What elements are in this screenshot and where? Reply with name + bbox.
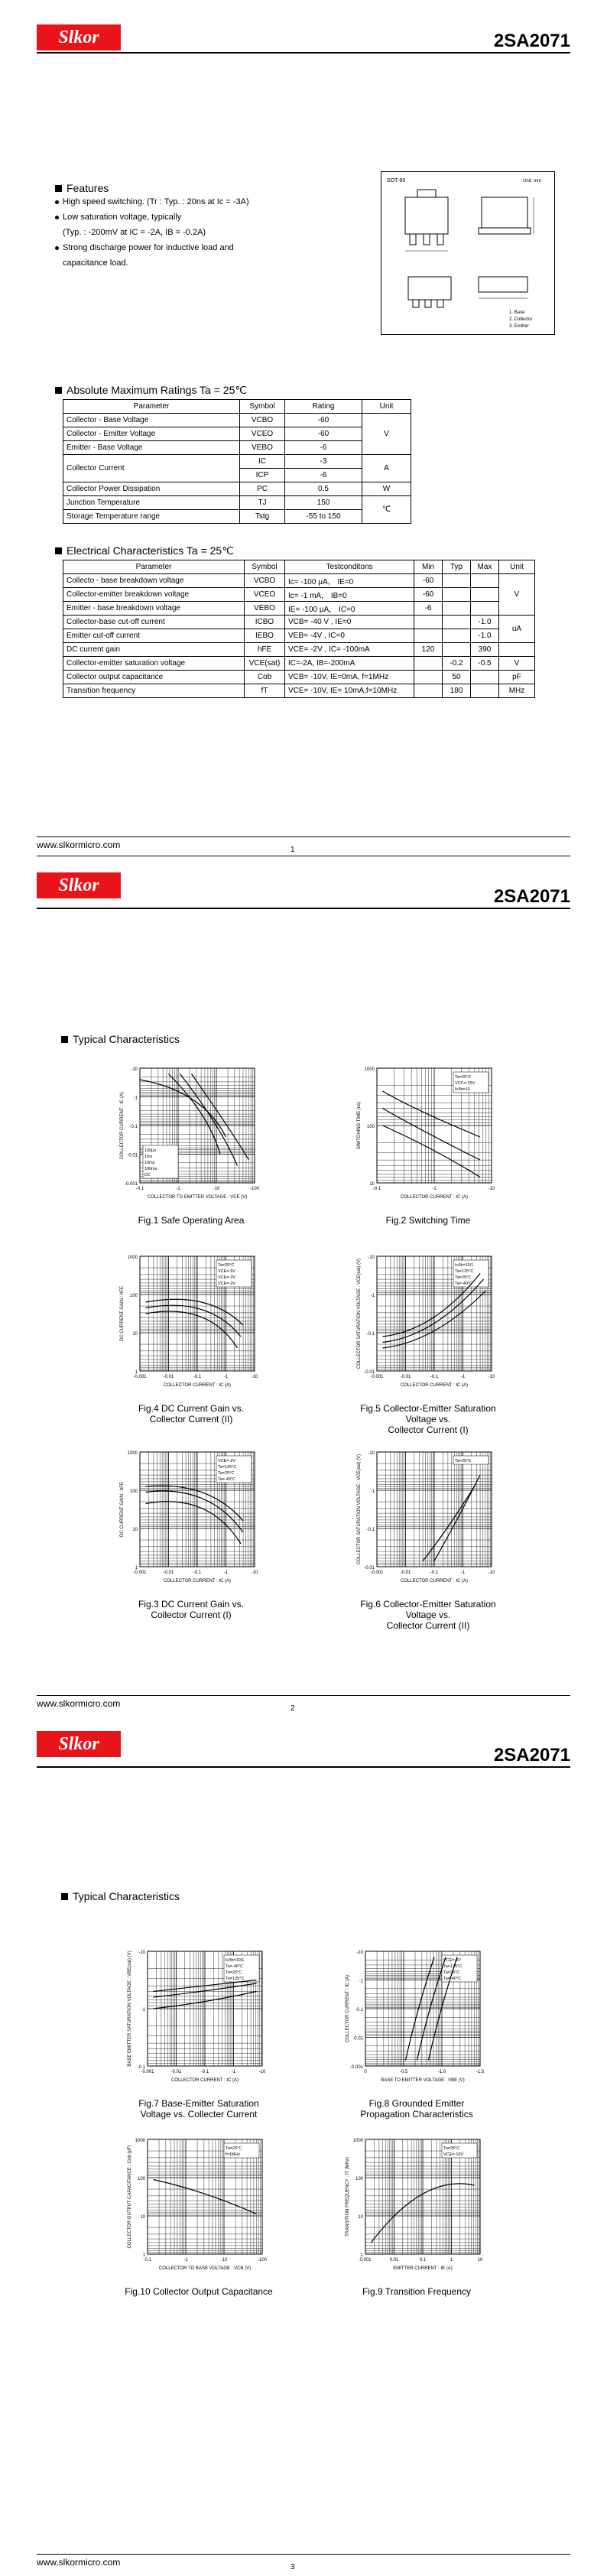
y-tick-label: -0.01	[127, 1153, 138, 1158]
legend-entry: Ta=25°C	[226, 2146, 242, 2151]
legend-entry: f=1MHz	[226, 2152, 241, 2157]
legend	[224, 2143, 259, 2158]
x-tick-label: -1.0	[437, 2070, 446, 2074]
legend-entry: Ta=25°C	[443, 2146, 460, 2151]
footer-rule	[37, 836, 570, 837]
legend-entry: 1ms	[144, 1155, 153, 1159]
legend-entry: Ta=25°C	[455, 1075, 472, 1080]
x-tick-label: -0.1	[430, 1571, 439, 1575]
header-rule	[37, 52, 570, 54]
header-rule	[37, 1766, 570, 1768]
footer-rule	[37, 1695, 570, 1696]
x-tick-label: -100	[249, 1187, 260, 1191]
y-tick-label: -0.01	[364, 1566, 375, 1571]
legend-entry: Ta=-40°C	[226, 1964, 244, 1969]
y-tick-label: -10	[368, 1256, 375, 1260]
y-tick-label: -1	[133, 1096, 138, 1101]
legend	[216, 1456, 252, 1483]
legend	[143, 1145, 178, 1178]
legend-entry: VCE=-3V	[218, 1275, 236, 1280]
x-axis-label: EMITTER CURRENT : IE (A)	[393, 2266, 453, 2271]
x-tick-label: -1	[223, 1375, 229, 1379]
page-3	[0, 1717, 607, 2576]
chart-svg	[340, 1064, 516, 1209]
x-tick-label: -0.1	[135, 1187, 144, 1191]
x-tick-label: 0.001	[359, 2258, 372, 2263]
legend-entry: Ta=25°C	[443, 1970, 460, 1975]
x-tick-label: -1	[176, 1187, 180, 1191]
x-axis-label: COLLECTOR TO BASE VOLTAGE : VCB (V)	[158, 2266, 252, 2271]
legend	[453, 1456, 489, 1464]
legend-entry: Ta=25°C	[226, 1970, 242, 1975]
x-tick-label: -0.5	[399, 2070, 408, 2074]
features-heading: Features	[55, 182, 109, 194]
y-tick-label: -0.001	[124, 1182, 138, 1187]
part-number: 2SA2071	[493, 31, 570, 51]
x-axis-label: COLLECTOR CURRENT : IC (A)	[163, 1383, 232, 1388]
legend-entry: VCE=-10V	[443, 2152, 464, 2157]
x-tick-label: -10	[488, 1187, 495, 1191]
y-tick-label: -10	[356, 1951, 363, 1955]
chart-fig7	[111, 1947, 287, 2096]
y-tick-label: 10	[369, 1182, 375, 1187]
chart-fig1	[103, 1064, 279, 1213]
y-tick-label: 1000	[127, 1256, 138, 1260]
x-axis-label: COLLECTOR CURRENT : IC (A)	[400, 1579, 469, 1584]
part-number: 2SA2071	[493, 1745, 570, 1766]
footer-url[interactable]: www.slkormicro.com	[37, 1698, 121, 1709]
x-tick-label: -0.01	[163, 1375, 174, 1379]
x-tick-label: -10	[251, 1375, 258, 1379]
y-tick-label: 1000	[352, 2139, 363, 2143]
x-tick-label: -10	[213, 1187, 220, 1191]
legend-entry: Ta=-40°C	[218, 1477, 236, 1482]
chart-svg	[340, 1252, 516, 1397]
chart-svg	[111, 1947, 287, 2092]
caption-fig2: Fig.2 Switching Time	[385, 1215, 471, 1226]
x-tick-label: 0	[364, 2070, 367, 2074]
y-tick-label: -0.1	[355, 2008, 363, 2012]
y-tick-label: -1	[370, 1294, 375, 1298]
y-tick-label: -0.01	[364, 1370, 375, 1375]
legend-entry: Ta=25°C	[218, 1263, 235, 1268]
legend-entry: Ta=25°C	[455, 1459, 472, 1463]
caption-fig1: Fig.1 Safe Operating Area	[138, 1215, 245, 1226]
x-tick-label: 0.1	[419, 2258, 427, 2263]
y-tick-label: -0.1	[129, 1125, 138, 1129]
x-tick-label: -10	[251, 1571, 258, 1575]
x-tick-label: -1	[223, 1571, 229, 1575]
y-tick-label: 1	[135, 1370, 138, 1375]
y-tick-label: 1	[142, 2253, 145, 2258]
legend	[442, 1955, 477, 1982]
x-tick-label: -100	[257, 2258, 268, 2263]
y-tick-label: 100	[355, 2177, 363, 2181]
y-tick-label: 10	[132, 1528, 138, 1532]
page-number: 3	[291, 2563, 295, 2571]
legend-entry: Ta=-40°C	[455, 1282, 473, 1286]
y-tick-label: 10	[140, 2215, 145, 2220]
brand-logo: Slkor	[37, 1731, 121, 1757]
page-1	[0, 0, 607, 859]
page-number: 1	[291, 846, 295, 854]
y-tick-label: 1	[135, 1566, 138, 1571]
x-tick-label: -0.01	[163, 1571, 174, 1575]
legend	[453, 1072, 489, 1093]
chart-svg	[111, 2135, 287, 2280]
x-axis-label: COLLECTOR CURRENT : IC (A)	[170, 2078, 239, 2083]
y-axis-label: COLLECTOR CURRENT : IC (A)	[346, 1974, 350, 2043]
caption-fig6: Fig.6 Collector-Emitter Saturation Voltage vs. Collector Current (II)	[360, 1599, 496, 1631]
y-tick-label: -1	[359, 1979, 363, 1984]
x-tick-label: -10	[488, 1375, 495, 1379]
y-tick-label: -10	[368, 1451, 375, 1456]
y-tick-label: -0.01	[352, 2036, 363, 2042]
y-axis-label: COLLECTOR CURRENT : IC (A)	[120, 1091, 125, 1160]
y-tick-label: -10	[138, 1951, 145, 1955]
footer-url[interactable]: www.slkormicro.com	[37, 2557, 121, 2568]
features-list: High speed switching. (Tr : Typ. : 20ns at Ic = -3A) Low saturation voltage, typically (Typ. : -200mV at IC = -2A, IB = -0.2A) Strong discharge power for inductive load and capacitance load.	[63, 194, 249, 271]
x-tick-label: 0.01	[389, 2258, 399, 2263]
y-tick-label: 1000	[364, 1067, 375, 1072]
legend-entry: Ta=125°C	[226, 1977, 245, 1981]
y-tick-label: 100	[129, 1294, 138, 1298]
y-tick-label: 100	[129, 1489, 138, 1494]
svg-text:SOT-89: SOT-89	[387, 178, 406, 184]
caption-fig10: Fig.10 Collector Output Capacitance	[125, 2286, 273, 2297]
caption-fig5: Fig.5 Collector-Emitter Saturation Voltage vs. Collector Current (I)	[360, 1403, 496, 1435]
footer-rule	[37, 2554, 570, 2555]
chart-svg	[103, 1252, 279, 1397]
chart-fig2	[340, 1064, 516, 1213]
elec-char-heading: Electrical Characteristics Ta = 25℃	[55, 544, 234, 557]
chart-fig10	[111, 2135, 287, 2284]
legend	[453, 1260, 489, 1287]
x-tick-label: -0.01	[400, 1375, 411, 1379]
x-axis-label: COLLECTOR CURRENT : IC (A)	[163, 1579, 232, 1584]
legend-entry: Ta=125°C	[455, 1269, 474, 1274]
x-axis-label: COLLECTOR CURRENT : IC (A)	[400, 1383, 469, 1388]
legend-entry: Ta=25°C	[455, 1275, 472, 1280]
x-tick-label: -0.001	[133, 1375, 147, 1379]
x-tick-label: -1.5	[476, 2070, 485, 2074]
svg-text:Unit: mm: Unit: mm	[523, 179, 541, 184]
x-tick-label: -10	[258, 2070, 266, 2074]
legend-entry: DC	[144, 1173, 151, 1178]
chart-svg	[103, 1447, 279, 1593]
elec-char-table: Parameter Symbol Testconditons Min Typ Max Unit Collecto - base breakdown voltage VCBO Ic= -100 μA， IE=0 -60 V Collector-emitter breakdown voltage VCEO Ic= -1 mA， IB=0 -60 Emitter - base breakdown voltage VEBO IE= -100 μA， IC=0 -6 Collector-base cut-off current ICBO VCB= -40 V , IE=0 -1.0 uA Emitter cut-off current IEBO VEB= -4V , IC=0 -1.0 DC current gain hFE VCE= -2V , IC= -100mA 120 390 Collector-emitter saturation voltage VCE(sat) IC=-2A, IB=-200mA -0.2 -0.5 V Collector output capacitance Cob VCB= -10V, IE=0mA, f=1MHz 50 pF Transition frequency fT VCE= -10V, IE= 10mA,f=10MHz 180 MHz	[63, 560, 535, 698]
legend-entry: VCE=-5V	[218, 1269, 236, 1274]
y-axis-label: DC CURRENT GAIN : hFE	[120, 1482, 125, 1537]
x-tick-label: 10	[477, 2258, 483, 2263]
y-tick-label: 100	[137, 2177, 145, 2181]
legend-entry: Ta=125°C	[443, 1964, 463, 1969]
legend-entry: 10ms	[144, 1161, 155, 1165]
abs-max-heading: Absolute Maximum Ratings Ta = 25℃	[55, 384, 247, 397]
y-tick-label: 1000	[135, 2139, 145, 2143]
y-tick-label: -10	[131, 1067, 138, 1072]
y-axis-label: COLLECTOR SATURATION VOLTAGE : VCE(sat) (V)	[357, 1258, 362, 1369]
legend	[442, 2143, 477, 2158]
x-tick-label: -0.01	[400, 1571, 411, 1575]
legend-entry: 100ms	[144, 1167, 157, 1171]
caption-fig9: Fig.9 Transition Frequency	[362, 2286, 472, 2297]
chart-fig6	[340, 1447, 516, 1597]
x-tick-label: 1	[450, 2258, 453, 2263]
legend-entry: 100μs	[144, 1148, 157, 1153]
part-number: 2SA2071	[493, 886, 570, 907]
y-tick-label: -0.001	[349, 2065, 363, 2070]
svg-text:3. Emitter: 3. Emitter	[509, 324, 529, 329]
package-outline-drawing	[381, 171, 555, 335]
y-tick-label: -0.1	[366, 1332, 375, 1337]
chart-svg	[329, 1947, 505, 2092]
y-axis-label: COLLECTOR OUTPUT CAPACITANCE : Cob (pF)	[128, 2145, 132, 2249]
y-tick-label: 10	[132, 1332, 138, 1337]
header-rule	[37, 908, 570, 909]
typical-heading: Typical Characteristics	[61, 1033, 180, 1045]
legend-entry: VCE=-2V	[218, 1459, 236, 1463]
chart-svg	[103, 1064, 279, 1209]
abs-max-table: Parameter Symbol Rating Unit Collector - Base Voltage VCBO -60 V Collector - Emitter Voltage VCEO -60 Emitter - Base Voltage VEBO -6 Collector Current IC -3 A ICP -6 Collector Power Dissipation PC 0.5 W Junction Temperature TJ 150 ℃ Storage Temperature range Tstg -55 to 150	[63, 399, 411, 524]
x-tick-label: -10	[488, 1571, 495, 1575]
legend-entry: Ic/Ib=10/1	[455, 1263, 474, 1268]
x-tick-label: -0.1	[193, 1375, 202, 1379]
x-tick-label: -0.001	[141, 2070, 154, 2074]
legend	[216, 1260, 252, 1287]
brand-logo: Slkor	[37, 24, 121, 50]
x-tick-label: -0.1	[193, 1571, 202, 1575]
footer-url[interactable]: www.slkormicro.com	[37, 840, 121, 850]
x-tick-label: -0.1	[200, 2070, 209, 2074]
x-tick-label: -0.01	[170, 2070, 182, 2074]
page-2	[0, 859, 607, 1717]
x-tick-label: -0.1	[143, 2258, 152, 2263]
y-tick-label: -0.1	[137, 2065, 145, 2070]
caption-fig8: Fig.8 Grounded Emitter Propagation Characteristics	[360, 2098, 473, 2120]
x-tick-label: -0.001	[133, 1571, 147, 1575]
y-tick-label: 1	[360, 2253, 363, 2258]
y-axis-label: TRANSITION FREQUENCY : fT (MHz)	[346, 2157, 350, 2237]
y-tick-label: 1000	[127, 1451, 138, 1456]
legend-entry: Ic/Ib=10	[455, 1087, 470, 1092]
legend-entry: VCC=-25V	[455, 1081, 476, 1086]
legend-entry: Ta=25°C	[218, 1471, 235, 1476]
x-tick-label: -10	[220, 2258, 228, 2263]
x-tick-label: -1	[460, 1375, 466, 1379]
x-tick-label: -1	[183, 2258, 188, 2263]
chart-fig4	[103, 1252, 279, 1401]
y-axis-label: COLLECTOR SATURATION VOLTAGE : VCE(sat) (V)	[357, 1454, 362, 1565]
y-axis-label: SWITCHING TIME (ns)	[357, 1101, 362, 1150]
svg-text:1. Base: 1. Base	[509, 310, 525, 315]
chart-fig8	[329, 1947, 505, 2096]
caption-fig3: Fig.3 DC Current Gain vs. Collector Current (I)	[138, 1599, 245, 1620]
chart-fig3	[103, 1447, 279, 1597]
svg-text:2. Collector: 2. Collector	[509, 317, 533, 322]
legend-entry: VCE=-2V	[443, 1958, 462, 1963]
chart-fig9	[329, 2135, 505, 2284]
x-axis-label: BASE TO EMITTER VOLTAGE : VBE (V)	[381, 2078, 465, 2083]
x-axis-label: COLLECTOR TO EMITTER VOLTAGE : VCE (V)	[147, 1195, 248, 1200]
y-tick-label: 10	[358, 2215, 363, 2220]
x-tick-label: -0.001	[370, 1375, 384, 1379]
y-tick-label: -1	[370, 1489, 375, 1494]
legend	[224, 1955, 259, 1982]
x-tick-label: -1	[231, 2070, 236, 2074]
chart-fig5	[340, 1252, 516, 1401]
typical-heading: Typical Characteristics	[61, 1890, 180, 1902]
x-tick-label: -1	[432, 1187, 437, 1191]
y-axis-label: DC CURRENT GAIN : hFE	[120, 1286, 125, 1341]
y-tick-label: -0.1	[366, 1528, 375, 1532]
chart-svg	[340, 1447, 516, 1593]
brand-logo: Slkor	[37, 872, 121, 898]
caption-fig7: Fig.7 Base-Emitter Saturation Voltage vs. Collecter Current	[138, 2098, 259, 2120]
caption-fig4: Fig.4 DC Current Gain vs. Collector Current (II)	[138, 1403, 245, 1424]
legend-entry: Ta=125°C	[218, 1465, 237, 1470]
x-tick-label: -0.001	[370, 1571, 384, 1575]
page-number: 2	[291, 1704, 295, 1713]
legend-entry: Ic/Ib=10/1	[226, 1958, 245, 1963]
legend-entry: VCE=-2V	[218, 1282, 236, 1286]
y-tick-label: -1	[141, 2008, 145, 2012]
x-tick-label: -1	[460, 1571, 466, 1575]
y-tick-label: 100	[366, 1125, 375, 1129]
x-tick-label: -0.1	[430, 1375, 439, 1379]
x-tick-label: -0.1	[372, 1187, 381, 1191]
legend-entry: Ta=-40°C	[443, 1977, 462, 1981]
x-axis-label: COLLECTOR CURRENT : IC (A)	[400, 1195, 469, 1200]
chart-svg	[329, 2135, 505, 2280]
y-axis-label: BASE EMITTER SATURATION VOLTAGE : VBE(sat) (V)	[128, 1951, 132, 2067]
